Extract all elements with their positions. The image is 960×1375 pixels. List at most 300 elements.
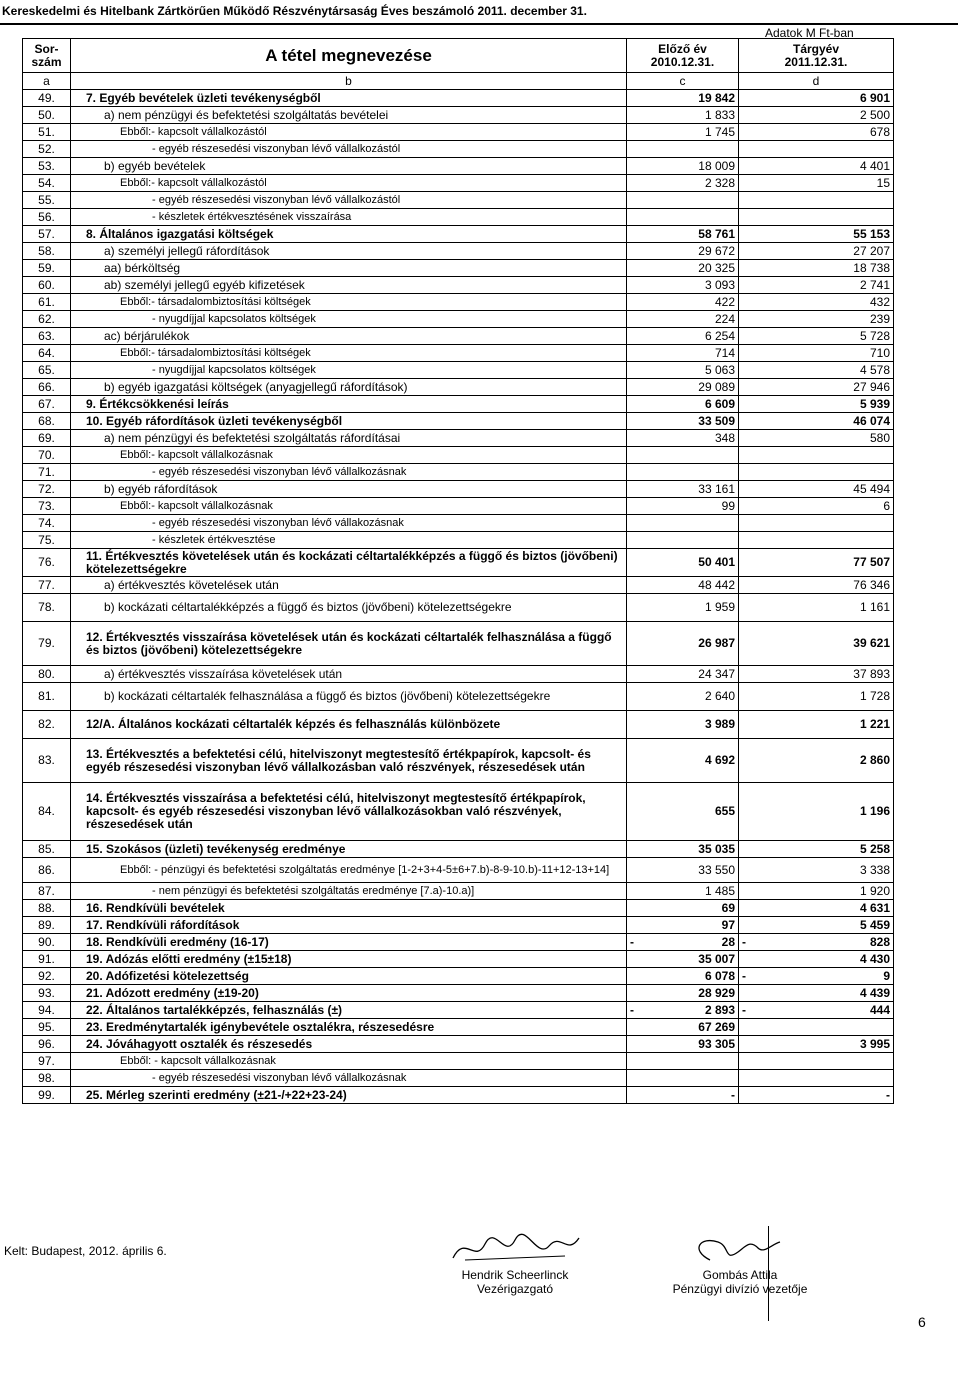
current-year-value-cell — [739, 311, 894, 328]
table-row — [23, 209, 894, 226]
previous-year-value-cell — [627, 124, 739, 141]
table-row — [23, 362, 894, 379]
row-number: 57. — [23, 226, 71, 243]
row-description-cell — [71, 328, 627, 345]
current-year-value: 45 494 — [853, 481, 890, 496]
row-description: Ebből:- társadalombiztosítási költségek — [120, 346, 311, 359]
current-year-value: 2 741 — [859, 277, 890, 292]
previous-year-value: 67 269 — [698, 1019, 735, 1034]
table-row — [23, 328, 894, 345]
row-description: Ebből:- kapcsolt vállalkozásnak — [120, 448, 273, 461]
current-year-value-cell — [739, 243, 894, 260]
row-description-cell — [71, 841, 627, 858]
previous-year-value: 33 509 — [698, 413, 735, 428]
row-description: a) nem pénzügyi és befektetési szolgáltatás bevételei — [104, 107, 389, 122]
row-number: 49. — [23, 90, 71, 107]
row-description: 14. Értékvesztés visszaírása a befektetési célú, hitelviszonyt megtestesítő értékpapírok, kapcsolt- és egyéb részesedési viszonyban lévő vállalkozásokban való részvények, részesedések után — [86, 791, 586, 831]
row-number: 61. — [23, 294, 71, 311]
current-year-value: 5 459 — [859, 917, 890, 932]
row-number: 84. — [23, 783, 71, 841]
previous-year-value-cell — [627, 345, 739, 362]
row-description: 22. Általános tartalékképzés, felhasználás (±) — [86, 1002, 343, 1017]
row-description: Ebből:- társadalombiztosítási költségek — [120, 295, 311, 308]
current-year-value: 710 — [869, 345, 890, 360]
current-year-value-cell — [739, 1070, 894, 1087]
current-year-value: 1 161 — [859, 600, 890, 614]
row-description-cell — [71, 311, 627, 328]
table-row — [23, 711, 894, 739]
previous-year-value: 1 745 — [704, 124, 735, 139]
current-year-value-cell — [739, 783, 894, 841]
previous-year-value-cell — [627, 481, 739, 498]
row-description-cell — [71, 141, 627, 158]
previous-year-value: 2 640 — [704, 689, 735, 703]
previous-year-value: 1 959 — [704, 600, 735, 614]
current-year-value-cell — [739, 481, 894, 498]
previous-year-value-cell — [627, 711, 739, 739]
row-description-cell — [71, 345, 627, 362]
signature-ceo — [445, 1230, 585, 1268]
row-number: 74. — [23, 515, 71, 532]
table-row — [23, 1019, 894, 1036]
row-number: 63. — [23, 328, 71, 345]
row-description-cell — [71, 447, 627, 464]
previous-year-value-cell — [627, 447, 739, 464]
row-description-cell — [71, 175, 627, 192]
previous-year-value: 69 — [721, 900, 735, 915]
previous-year-value: 35 035 — [698, 841, 735, 856]
margin-line — [768, 1226, 769, 1321]
table-row — [23, 683, 894, 711]
previous-year-value: 93 305 — [698, 1036, 735, 1051]
current-year-value-cell — [739, 951, 894, 968]
row-description-cell — [71, 532, 627, 549]
previous-year-value: 28 929 — [698, 985, 735, 1000]
table-row — [23, 175, 894, 192]
table-row — [23, 464, 894, 481]
row-description-cell — [71, 362, 627, 379]
row-number: 50. — [23, 107, 71, 124]
current-year-value-cell — [739, 447, 894, 464]
row-number: 70. — [23, 447, 71, 464]
row-description-cell — [71, 498, 627, 515]
previous-year-value: 6 609 — [704, 396, 735, 411]
current-year-value-cell — [739, 739, 894, 783]
row-description-cell — [71, 1036, 627, 1053]
previous-year-value: 20 325 — [698, 260, 735, 275]
previous-year-value-cell — [627, 666, 739, 683]
current-year-value-cell — [739, 841, 894, 858]
row-description: 9. Értékcsökkenési leírás — [86, 396, 229, 411]
previous-year-value: 3 093 — [704, 277, 735, 292]
previous-year-value: 6 078 — [704, 968, 735, 983]
current-year-value: 55 153 — [853, 226, 890, 241]
sign-marker: - — [742, 1002, 746, 1017]
letter-d: d — [739, 73, 894, 90]
row-number: 68. — [23, 413, 71, 430]
table-row — [23, 841, 894, 858]
previous-year-value: 714 — [714, 345, 735, 360]
row-description: 18. Rendkívüli eredmény (16-17) — [86, 934, 269, 949]
current-year-value: 39 621 — [853, 636, 890, 650]
row-description-cell — [71, 90, 627, 107]
row-description: 12/A. Általános kockázati céltartalék képzés és felhasználás különbözete — [86, 717, 501, 731]
row-number: 77. — [23, 577, 71, 594]
previous-year-value-cell — [627, 226, 739, 243]
previous-year-value-cell — [627, 362, 739, 379]
row-description: - készletek értékvesztése — [152, 533, 276, 546]
previous-year-value: 28 — [721, 934, 735, 949]
row-description-cell — [71, 1019, 627, 1036]
table-row — [23, 1087, 894, 1104]
previous-year-value: 58 761 — [698, 226, 735, 241]
row-number: 71. — [23, 464, 71, 481]
table-row — [23, 141, 894, 158]
row-description: 12. Értékvesztés visszaírása követelések után és kockázati céltartalék felhasználása a függő és biztos (jövőbeni) kötelezettségekre — [86, 629, 612, 657]
letter-c: c — [627, 73, 739, 90]
current-year-value: 4 430 — [859, 951, 890, 966]
current-year-value: 27 207 — [853, 243, 890, 258]
previous-year-value: 33 550 — [698, 862, 735, 877]
previous-year-value-cell — [627, 917, 739, 934]
row-description: a) értékvesztés követelések után — [104, 577, 279, 592]
current-year-value: 5 939 — [859, 396, 890, 411]
table-row — [23, 413, 894, 430]
previous-year-value-cell — [627, 577, 739, 594]
table-row — [23, 498, 894, 515]
row-description-cell — [71, 107, 627, 124]
row-description-cell — [71, 430, 627, 447]
current-year-value: 1 920 — [859, 883, 890, 898]
current-year-value: 2 860 — [859, 753, 890, 767]
row-description-cell — [71, 379, 627, 396]
row-description: 17. Rendkívüli ráfordítások — [86, 917, 240, 932]
row-description-cell — [71, 192, 627, 209]
income-statement-table — [22, 38, 894, 1104]
previous-year-value-cell — [627, 858, 739, 883]
previous-year-value: 48 442 — [698, 577, 735, 592]
row-description-cell — [71, 683, 627, 711]
current-year-value-cell — [739, 158, 894, 175]
current-year-value-cell — [739, 622, 894, 666]
current-year-value-cell — [739, 277, 894, 294]
previous-year-value-cell — [627, 1053, 739, 1070]
row-number: 97. — [23, 1053, 71, 1070]
current-year-value-cell — [739, 379, 894, 396]
previous-year-value: 1 485 — [704, 883, 735, 898]
row-number: 60. — [23, 277, 71, 294]
row-description-cell — [71, 158, 627, 175]
previous-year-value-cell — [627, 1036, 739, 1053]
row-description-cell — [71, 294, 627, 311]
place-date: Kelt: Budapest, 2012. április 6. — [4, 1244, 167, 1258]
row-description: - nem pénzügyi és befektetési szolgáltatás eredménye [7.a)-10.a)] — [152, 884, 475, 897]
current-year-value-cell — [739, 192, 894, 209]
current-year-value: 2 500 — [859, 107, 890, 122]
previous-year-value-cell — [627, 311, 739, 328]
previous-year-value-cell — [627, 1002, 739, 1019]
previous-year-value-cell — [627, 783, 739, 841]
previous-year-value-cell — [627, 107, 739, 124]
signature-block-ceo — [435, 1230, 595, 1296]
row-number: 72. — [23, 481, 71, 498]
row-number: 55. — [23, 192, 71, 209]
previous-year-value-cell — [627, 532, 739, 549]
signer-name: Hendrik Scheerlinck — [461, 1268, 569, 1282]
row-description-cell — [71, 481, 627, 498]
current-year-value-cell — [739, 985, 894, 1002]
row-description-cell — [71, 622, 627, 666]
table-row — [23, 396, 894, 413]
row-description-cell — [71, 577, 627, 594]
table-row — [23, 858, 894, 883]
row-number: 54. — [23, 175, 71, 192]
previous-year-value-cell — [627, 683, 739, 711]
table-row — [23, 90, 894, 107]
row-number: 90. — [23, 934, 71, 951]
table-row — [23, 226, 894, 243]
previous-year-value: 422 — [714, 294, 735, 309]
current-year-value-cell — [739, 464, 894, 481]
row-number: 96. — [23, 1036, 71, 1053]
row-number: 82. — [23, 711, 71, 739]
current-year-value: 444 — [869, 1002, 890, 1017]
previous-year-value-cell — [627, 934, 739, 951]
previous-year-value-cell — [627, 277, 739, 294]
previous-year-value-cell — [627, 430, 739, 447]
current-year-value: 4 439 — [859, 985, 890, 1000]
sign-marker: - — [742, 968, 746, 983]
row-description: 11. Értékvesztés követelések után és kockázati céltartalékképzés a függő és biztos (jövőbeni) kötelezettségekre — [86, 548, 618, 576]
previous-year-value: 1 833 — [704, 107, 735, 122]
row-number: 81. — [23, 683, 71, 711]
table-row — [23, 158, 894, 175]
signer-name: Gombás Attila — [702, 1268, 778, 1282]
previous-year-value: 24 347 — [698, 666, 735, 681]
row-number: 53. — [23, 158, 71, 175]
col-header-current-year: Tárgyév 2011.12.31. — [739, 39, 894, 73]
previous-year-value: 2 893 — [704, 1002, 735, 1017]
previous-year-value-cell — [627, 90, 739, 107]
row-description-cell — [71, 124, 627, 141]
table-row — [23, 192, 894, 209]
row-description-cell — [71, 883, 627, 900]
current-year-value-cell — [739, 107, 894, 124]
current-year-value: 1 196 — [859, 804, 890, 818]
current-year-value: 4 401 — [859, 158, 890, 173]
row-description: Ebből:- kapcsolt vállalkozásnak — [120, 499, 273, 512]
table-row — [23, 577, 894, 594]
row-number: 58. — [23, 243, 71, 260]
previous-year-value: 50 401 — [698, 555, 735, 569]
signature-block-cfo — [655, 1230, 825, 1296]
current-year-value-cell — [739, 900, 894, 917]
current-year-value: 77 507 — [853, 555, 890, 569]
row-description: ac) bérjárulékok — [104, 328, 190, 343]
current-year-value-cell — [739, 90, 894, 107]
current-year-value-cell — [739, 934, 894, 951]
previous-year-value-cell — [627, 464, 739, 481]
previous-year-value: 29 089 — [698, 379, 735, 394]
row-description: - egyéb részesedési viszonyban lévő vállakozásnak — [152, 516, 404, 529]
current-year-value: 76 346 — [853, 577, 890, 592]
letter-b: b — [71, 73, 627, 90]
current-year-value: 5 258 — [859, 841, 890, 856]
row-description: - egyéb részesedési viszonyban lévő vállalkozásnak — [152, 465, 407, 478]
previous-year-value: 4 692 — [704, 753, 735, 767]
previous-year-value-cell — [627, 515, 739, 532]
row-number: 89. — [23, 917, 71, 934]
row-description-cell — [71, 277, 627, 294]
row-number: 95. — [23, 1019, 71, 1036]
table-row — [23, 917, 894, 934]
previous-year-value-cell — [627, 141, 739, 158]
current-year-value: - — [886, 1087, 890, 1102]
row-number: 92. — [23, 968, 71, 985]
current-year-value: 4 631 — [859, 900, 890, 915]
row-description-cell — [71, 934, 627, 951]
current-year-value-cell — [739, 549, 894, 577]
previous-year-value-cell — [627, 396, 739, 413]
previous-year-value: 29 672 — [698, 243, 735, 258]
table-row — [23, 379, 894, 396]
current-year-value-cell — [739, 498, 894, 515]
previous-year-value-cell — [627, 379, 739, 396]
previous-year-value: 224 — [714, 311, 735, 326]
previous-year-value-cell — [627, 594, 739, 622]
current-year-value-cell — [739, 883, 894, 900]
current-year-value: 580 — [869, 430, 890, 445]
row-description-cell — [71, 858, 627, 883]
row-number: 75. — [23, 532, 71, 549]
sign-marker: - — [630, 1002, 634, 1017]
current-year-value-cell — [739, 1087, 894, 1104]
previous-year-value: 2 328 — [704, 175, 735, 190]
table-header-row — [23, 39, 894, 73]
table-row — [23, 124, 894, 141]
row-number: 59. — [23, 260, 71, 277]
row-description-cell — [71, 1002, 627, 1019]
previous-year-value: 19 842 — [698, 90, 735, 105]
current-year-value-cell — [739, 124, 894, 141]
table-row — [23, 345, 894, 362]
row-description-cell — [71, 413, 627, 430]
current-year-value: 1 221 — [859, 717, 890, 731]
row-number: 69. — [23, 430, 71, 447]
current-year-value: 432 — [869, 294, 890, 309]
previous-year-value-cell — [627, 260, 739, 277]
previous-year-value: 348 — [714, 430, 735, 445]
current-year-value-cell — [739, 362, 894, 379]
row-number: 83. — [23, 739, 71, 783]
row-description: a) értékvesztés visszaírása követelések után — [104, 666, 343, 681]
row-description-cell — [71, 226, 627, 243]
table-row — [23, 481, 894, 498]
row-description: 13. Értékvesztés a befektetési célú, hitelviszonyt megtestesítő értékpapírok, kapcsolt- és egyéb részesedési viszonyban lévő vállalkozásban való részvények, részesedések után — [86, 746, 591, 774]
row-description-cell — [71, 1070, 627, 1087]
current-year-value: 6 — [883, 498, 890, 513]
row-description: - nyugdíjjal kapcsolatos költségek — [152, 363, 316, 376]
col-header-previous-year: Előző év 2010.12.31. — [627, 39, 739, 73]
current-year-value: 18 738 — [853, 260, 890, 275]
table-row — [23, 883, 894, 900]
row-number: 66. — [23, 379, 71, 396]
page-number: 6 — [918, 1314, 926, 1330]
row-description: aa) bérköltség — [104, 260, 181, 275]
row-number: 94. — [23, 1002, 71, 1019]
table-row — [23, 532, 894, 549]
row-description-cell — [71, 260, 627, 277]
previous-year-value-cell — [627, 328, 739, 345]
row-description-cell — [71, 549, 627, 577]
table-row — [23, 1053, 894, 1070]
table-row — [23, 968, 894, 985]
document-header: Kereskedelmi és Hitelbank Zártkörűen Működő Részvénytársaság Éves beszámoló 2011. december 31. — [2, 4, 587, 18]
row-description: 10. Egyéb ráfordítások üzleti tevékenységből — [86, 413, 343, 428]
row-description: b) egyéb igazgatási költségek (anyagjellegű ráfordítások) — [104, 379, 408, 394]
table-row — [23, 666, 894, 683]
table-row — [23, 739, 894, 783]
previous-year-value: 99 — [721, 498, 735, 513]
current-year-value: 4 578 — [859, 362, 890, 377]
row-description: b) egyéb bevételek — [104, 158, 206, 173]
row-description: 7. Egyéb bevételek üzleti tevékenységből — [86, 90, 321, 105]
current-year-value: 828 — [869, 934, 890, 949]
previous-year-value: 6 254 — [704, 328, 735, 343]
current-year-value-cell — [739, 1036, 894, 1053]
table-row — [23, 594, 894, 622]
row-description: - egyéb részesedési viszonyban lévő vállalkozástól — [152, 193, 401, 206]
previous-year-value-cell — [627, 951, 739, 968]
row-number: 52. — [23, 141, 71, 158]
row-description-cell — [71, 739, 627, 783]
row-number: 86. — [23, 858, 71, 883]
row-description: - készletek értékvesztésének visszaírása — [152, 210, 352, 223]
row-number: 98. — [23, 1070, 71, 1087]
row-description-cell — [71, 1087, 627, 1104]
table-row — [23, 951, 894, 968]
previous-year-value-cell — [627, 841, 739, 858]
row-description: Ebből: - kapcsolt vállalkozásnak — [120, 1054, 276, 1067]
row-number: 51. — [23, 124, 71, 141]
current-year-value: 27 946 — [853, 379, 890, 394]
current-year-value-cell — [739, 294, 894, 311]
table-row — [23, 447, 894, 464]
current-year-value: 37 893 — [853, 666, 890, 681]
current-year-value-cell — [739, 968, 894, 985]
table-letter-row — [23, 73, 894, 90]
row-number: 78. — [23, 594, 71, 622]
current-year-value-cell — [739, 515, 894, 532]
row-number: 87. — [23, 883, 71, 900]
row-number: 65. — [23, 362, 71, 379]
row-description-cell — [71, 396, 627, 413]
previous-year-value: 655 — [714, 804, 735, 818]
current-year-value: 15 — [876, 175, 890, 190]
current-year-value-cell — [739, 1053, 894, 1070]
row-description: - egyéb részesedési viszonyban lévő vállalkozástól — [152, 142, 401, 155]
previous-year-value-cell — [627, 175, 739, 192]
row-number: 99. — [23, 1087, 71, 1104]
row-number: 91. — [23, 951, 71, 968]
row-description-cell — [71, 1053, 627, 1070]
previous-year-value: 18 009 — [698, 158, 735, 173]
row-description: 8. Általános igazgatási költségek — [86, 226, 274, 241]
row-description: ab) személyi jellegű egyéb kifizetések — [104, 277, 305, 292]
signer-title: Pénzügyi divízió vezetője — [672, 1282, 808, 1296]
previous-year-value-cell — [627, 739, 739, 783]
previous-year-value-cell — [627, 622, 739, 666]
